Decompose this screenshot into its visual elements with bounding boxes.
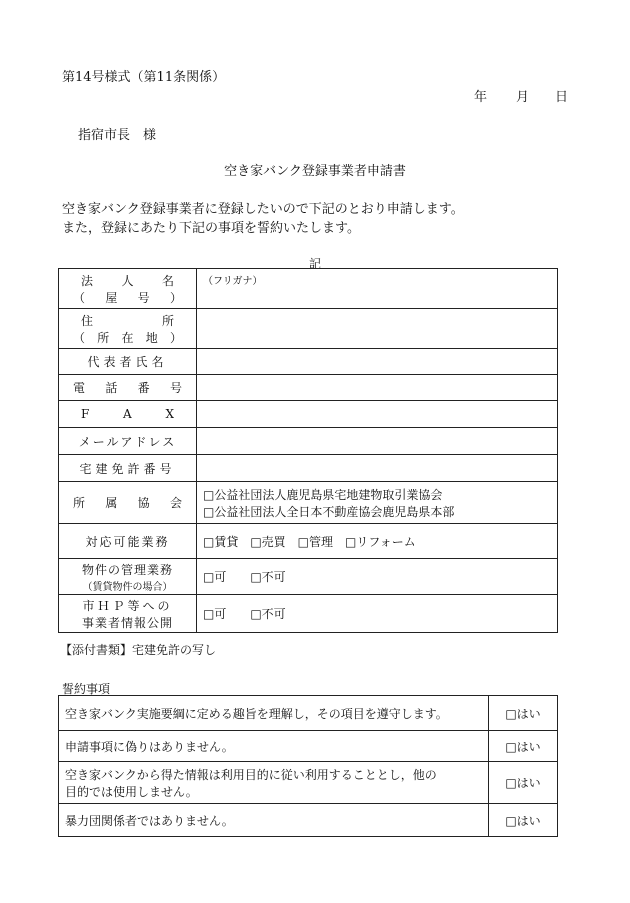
pledge-text: 申請事項に偽りはありません。 — [59, 731, 489, 762]
table-row — [59, 804, 558, 837]
license-label: 宅建免許番号 — [59, 455, 197, 482]
pledge-yes-checkbox[interactable]: □はい — [489, 762, 558, 804]
table-row-license — [59, 455, 558, 482]
table-row-management — [59, 559, 558, 595]
pledge-table — [58, 695, 558, 837]
table-row-association — [59, 482, 558, 524]
table-row-name — [59, 269, 558, 309]
association-option-2[interactable]: □公益社団法人全日本不動産協会鹿児島県本部 — [203, 504, 455, 519]
table-row — [59, 731, 558, 762]
table-row-email — [59, 428, 558, 455]
representative-label: 代表者氏名 — [59, 349, 197, 375]
pledge-yes-checkbox[interactable]: □はい — [489, 696, 558, 731]
representative-field[interactable] — [197, 349, 558, 375]
hp-label: 市ＨＰ等への 事業者情報公開 — [59, 595, 197, 633]
page-title: 空き家バンク登録事業者申請書 — [224, 164, 406, 179]
furigana-label: （フリガナ） — [203, 276, 263, 287]
business-options[interactable]: □賃貸 □売買 □管理 □リフォーム — [197, 524, 558, 559]
ki-heading: 記 — [308, 257, 321, 271]
name-field[interactable] — [197, 269, 558, 309]
tel-label: 電 話 番 号 — [59, 375, 197, 401]
table-row-address — [59, 309, 558, 349]
fax-field[interactable] — [197, 401, 558, 428]
license-field[interactable] — [197, 455, 558, 482]
pledge-yes-checkbox[interactable]: □はい — [489, 804, 558, 837]
table-row-hp — [59, 595, 558, 633]
pledge-yes-checkbox[interactable]: □はい — [489, 731, 558, 762]
table-row-representative — [59, 349, 558, 375]
association-options — [197, 482, 558, 524]
business-label: 対応可能業務 — [59, 524, 197, 559]
management-label: 物件の管理業務 （賃貸物件の場合） — [59, 559, 197, 595]
email-field[interactable] — [197, 428, 558, 455]
email-label: メールアドレス — [59, 428, 197, 455]
hp-options[interactable]: □可 □不可 — [197, 595, 558, 633]
address-label: 住 所 （ 所 在 地 ） — [59, 309, 197, 349]
attachments-note: 【添付書類】宅建免許の写し — [60, 643, 217, 657]
association-option-1[interactable]: □公益社団法人鹿児島県宅地建物取引業協会 — [203, 487, 443, 502]
date-month: 月 — [516, 90, 530, 105]
pledge-text: 空き家バンク実施要綱に定める趣旨を理解し，その項目を遵守します。 — [59, 696, 489, 731]
management-options[interactable]: □可 □不可 — [197, 559, 558, 595]
pledge-heading: 誓約事項 — [62, 682, 111, 696]
intro-line-2: また，登録にあたり下記の事項を誓約いたします。 — [62, 221, 360, 236]
pledge-text: 暴力団関係者ではありません。 — [59, 804, 489, 837]
name-label: 法 人 名 （ 屋 号 ） — [59, 269, 197, 309]
date-day: 日 — [555, 90, 569, 105]
addressee: 指宿市長 様 — [78, 128, 157, 143]
pledge-text: 空き家バンクから得た情報は利用目的に従い利用することとし，他の 目的では使用しません。 — [59, 762, 489, 804]
table-row-tel — [59, 375, 558, 401]
table-row-fax — [59, 401, 558, 428]
tel-field[interactable] — [197, 375, 558, 401]
table-row — [59, 762, 558, 804]
application-table — [58, 268, 558, 633]
table-row — [59, 696, 558, 731]
date-year: 年 — [474, 90, 488, 105]
intro-line-1: 空き家バンク登録事業者に登録したいので下記のとおり申請します。 — [62, 202, 464, 217]
table-row-business — [59, 524, 558, 559]
fax-label: F A X — [59, 401, 197, 428]
form-number: 第14号様式（第11条関係） — [62, 70, 226, 85]
address-field[interactable] — [197, 309, 558, 349]
association-label: 所 属 協 会 — [59, 482, 197, 524]
